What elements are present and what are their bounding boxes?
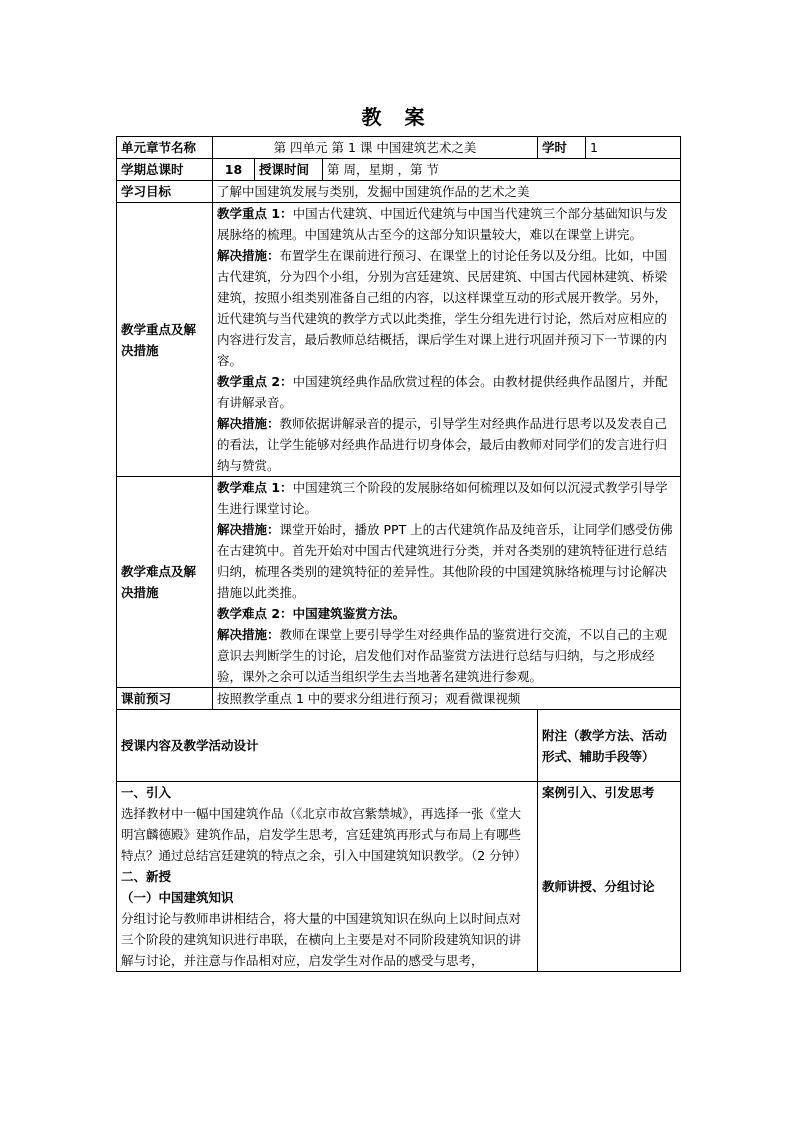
- hours-value: 1: [586, 137, 681, 159]
- total-hours-row: [117, 159, 681, 181]
- design-content: [117, 782, 538, 972]
- class-time-label: 授课时间: [255, 159, 323, 181]
- difficulty-1-measure: 解决措施：课堂开始时，播放 PPT 上的古代建筑作品及纯音乐，让同学们感受仿佛在古建筑中。首先开始对中国古代建筑进行分类，并对各类别的建筑特征进行总结归纳，梳理各类别的建筑特征的差异性。其他阶段的中国建筑脉络梳理与讨论解决措施以此类推。: [217, 522, 673, 600]
- objective-row: [117, 181, 681, 203]
- unit-value: 第 四单元 第 1 课 中国建筑艺术之美: [213, 137, 538, 159]
- design-header-note: 附注（教学方法、活动形式、辅助手段等）: [538, 710, 681, 782]
- section-intro-text: 选择教材中一幅中国建筑作品（《北京市故宫紫禁城》，再选择一张《堂大明宫麟德殿》建筑作品，启发学生思考，宫廷建筑再形式与布局上有哪些特点？通过总结宫廷建筑的特点之余，引入中国建筑知识教学。（2 分钟）: [121, 806, 527, 863]
- note-new: 教师讲授、分组讨论: [542, 879, 655, 894]
- unit-row: [117, 137, 681, 159]
- objective-label: 学习目标: [117, 181, 213, 203]
- design-notes: [538, 782, 681, 972]
- hours-label: 学时: [538, 137, 586, 159]
- difficulty-1: 教学难点 1：中国建筑三个阶段的发展脉络如何梳理以及如何以沉浸式教学引导学生进行课堂讨论。: [217, 480, 668, 516]
- section-new-subheading: （一）中国建筑知识: [121, 890, 234, 905]
- preview-label: 课前预习: [117, 688, 213, 710]
- section-new-heading: 二、新授: [121, 869, 172, 884]
- key-point-2-measure: 解决措施：教师依据讲解录音的提示，引导学生对经典作品进行思考以及发表自己的看法，让学生能够对经典作品进行切身体会，最后由教师对同学们的发言进行归纳与赞赏。: [217, 416, 668, 473]
- key-points-label: 教学重点及解决措施: [117, 203, 213, 477]
- lesson-plan-table: [116, 136, 681, 972]
- section-new-text: 分组讨论与教师串讲相结合，将大量的中国建筑知识在纵向上以时间点对三个阶段的建筑知识进行串联，在横向上主要是对不同阶段建筑知识的讲解与讨论，并注意与作品相对应，启发学生对作品的感受与思考，: [121, 911, 522, 968]
- key-points-row: [117, 203, 681, 477]
- difficulties-content: [213, 477, 681, 688]
- difficulties-label: 教学难点及解决措施: [117, 477, 213, 688]
- key-point-2: 教学重点 2：中国建筑经典作品欣赏过程的体会。由教材提供经典作品图片，并配有讲解录音。: [217, 374, 668, 410]
- preview-row: [117, 688, 681, 710]
- total-hours-label: 学期总课时: [117, 159, 213, 181]
- difficulties-row: [117, 477, 681, 688]
- key-point-1-measure: 解决措施：布置学生在课前进行预习、在课堂上的讨论任务以及分组。比如，中国古代建筑，分为四个小组，分别为宫廷建筑、民居建筑、中国古代园林建筑、桥梁建筑，按照小组类别准备自己组的内容，以这样课堂互动的形式展开教学。另外，近代建筑与当代建筑的教学方式以此类推，学生分组先进行讨论，然后对应相应的内容进行发言，最后教师总结概括，课后学生对课上进行巩固并预习下一节课的内容。: [217, 248, 668, 368]
- design-content-row: [117, 782, 681, 972]
- note-intro: 案例引入、引发思考: [542, 785, 655, 800]
- class-time-value: 第 周，星期 ，第 节: [323, 159, 681, 181]
- difficulty-2-measure: 解决措施：教师在课堂上要引导学生对经典作品的鉴赏进行交流，不以自己的主观意识去判断学生的讨论，启发他们对作品鉴赏方法进行总结与归纳，与之形成经验，课外之余可以适当组织学生去当地著名建筑进行参观。: [217, 627, 668, 684]
- total-hours-value: 18: [213, 159, 255, 181]
- difficulty-2: 教学难点 2：中国建筑鉴赏方法。: [217, 606, 406, 621]
- section-intro-heading: 一、引入: [121, 785, 172, 800]
- design-header-row: [117, 710, 681, 782]
- page-title: 教 案: [361, 105, 433, 129]
- key-point-1: 教学重点 1：中国古代建筑、中国近代建筑与中国当代建筑三个部分基础知识与发展脉络的梳理。中国建筑从古至今的这部分知识量较大，难以在课堂上讲完。: [217, 206, 668, 242]
- unit-label: 单元章节名称: [117, 137, 213, 159]
- design-header-label: 授课内容及教学活动设计: [117, 710, 538, 782]
- objective-value: 了解中国建筑发展与类别，发掘中国建筑作品的艺术之美: [213, 181, 681, 203]
- key-points-content: [213, 203, 681, 477]
- preview-value: 按照教学重点 1 中的要求分组进行预习；观看微课视频: [213, 688, 681, 710]
